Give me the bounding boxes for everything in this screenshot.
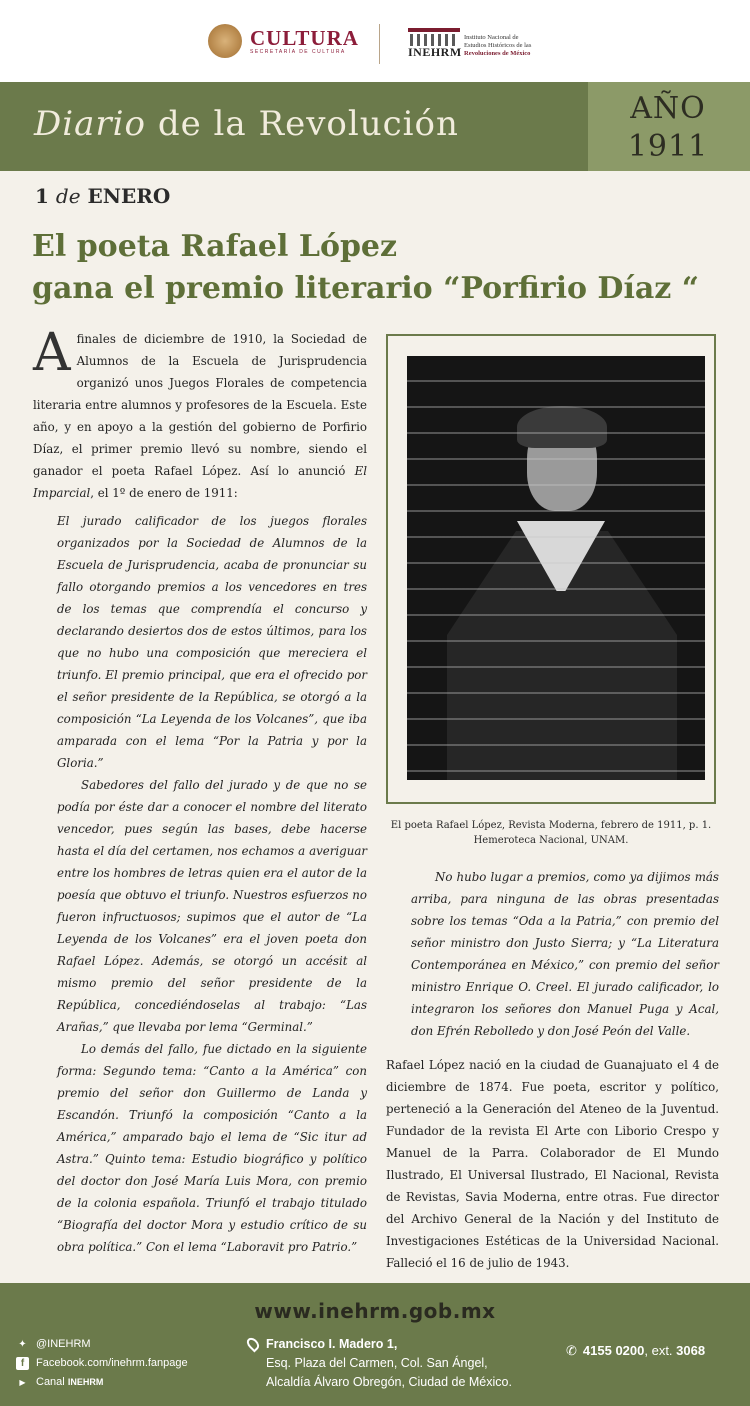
quote-paragraph: Lo demás del fallo, fue dictado en la siguiente forma: Segundo tema: “Canto a la América” con premio del señor don Guillermo de Landa y Escandón. Triunfó la composición “Canto a la América,” amparado bajo el lema de “Sic itur ad Astra.” Quinto tema: Estudio biográfico y político del doctor don José María Luis Mora, con premio de la colonia española. Triunfó el trabajo titulado “Biografía del doctor Mora y estudio crítico de su obra política.” Con el lema “Laboravit pro Patrio.” — [57, 1042, 367, 1254]
facebook-icon: f — [16, 1357, 29, 1370]
intro-paragraph: Afinales de diciembre de 1910, la Sociedad de Alumnos de la Escuela de Jurisprudencia organizó unos Juegos Florales de competencia literaria entre alumnos y profesores de la Escuela. Este año, y en apoyo a la gestión del gobierno de Porfirio Díaz, el primer premio llevó su nombre, siendo el ganador el poeta Rafael López. Así lo anunció El Imparcial, el 1º de enero de 1911: — [33, 323, 367, 500]
cultura-logo[interactable] — [208, 24, 359, 58]
twitter-link[interactable]: ✦ @INEHRM — [16, 1335, 188, 1354]
youtube-link[interactable]: ▶ Canal INEHRM — [16, 1373, 188, 1392]
quote-paragraph: No hubo lugar a premios, como ya dijimos más arriba, para ninguna de las obras presentadas sobre los temas “Oda a la Patria,” con premio del señor ministro don Justo Sierra; y “La Literatura Contemporánea en México,” con premio del señor ministro Enrique O. Creel. El jurado calificador, lo integraron los señores don Manuel Puga y Acal, don Efrén Rebolledo y don José Peón del Valle. — [411, 870, 719, 1038]
quote-paragraph: El jurado calificador de los juegos florales organizados por la Sociedad de Alumnos de la Escuela de Jurisprudencia, acaba de pronunciar su fallo otorgando premios a los vencedores en tres de los temas que comprendía el concurso y declarando desiertos dos de estos últimos, para los que no hubo una composición que mereciera el triunfo. El premio principal, que era el ofrecido por el señor presidente de la República, se otorgó a la composición “La Leyenda de los Volcanes”, que iba amparada con el lema “Por la Patria y por la Gloria.” — [57, 514, 367, 770]
source-name: El Imparcial — [33, 464, 367, 500]
cultura-subtitle: SECRETARÍA DE CULTURA — [250, 49, 346, 55]
logo-divider — [379, 24, 380, 64]
quote-block — [33, 510, 367, 1258]
address: Francisco I. Madero 1, Esq. Plaza del Carmen, Col. San Ángel, Alcaldía Álvaro Obregón, Ciudad de México. — [248, 1335, 512, 1392]
inehrm-wordmark: INEHRM — [408, 45, 462, 59]
year-box — [588, 82, 750, 171]
cultura-wordmark: CULTURA — [250, 26, 359, 50]
portrait-photo — [407, 356, 705, 780]
right-quote — [411, 866, 719, 1042]
photo-caption: El poeta Rafael López, Revista Moderna, febrero de 1911, p. 1. Hemeroteca Nacional, UNAM. — [390, 820, 712, 846]
article-headline: El poeta Rafael López gana el premio literario “Porfirio Díaz “ — [32, 229, 700, 306]
facebook-link[interactable]: f Facebook.com/inehrm.fanpage — [16, 1354, 188, 1373]
bio-paragraph: Rafael López nació en la ciudad de Guanajuato el 4 de diciembre de 1874. Fue poeta, escritor y político, perteneció a la Generación del Ateneo de la Juventud. Fundador de la revista El Arte con Liborio Crespo y Manuel de la Parra. Colaborador de El Mundo Ilustrado, El Universal Ilustrado, El Nacional, Revista de Revistas, Savia Moderna, entre otras. Fue director del Archivo General de la Nación y del Instituto de Investigaciones Estéticas de la Universidad Nacional. Falleció el 16 de julio de 1943. — [386, 1058, 719, 1270]
twitter-icon: ✦ — [18, 1339, 27, 1350]
year-label: AÑO — [630, 91, 706, 126]
social-links — [16, 1335, 188, 1392]
youtube-icon: ▶ — [19, 1378, 26, 1387]
quote-paragraph: Sabedores del fallo del jurado y de que no se podía por éste dar a conocer el nombre del literato vencedor, pues según las bases, debe hacerse hasta el día del certamen, nos echamos a averiguar entre los hombres de letras quien era el autor de la poesía que obtuvo el triunfo. Nuestros esfuerzos no fueron infructuosos; supimos que el autor de “La Leyenda de los Volcanes” era el joven poeta don Rafael López. Además, se otorgó un accésit al mismo premio del señor presidente de la República, concediéndoselas al trabajo: “Las Arañas,” que llevaba por lema “Germinal.” — [57, 778, 367, 1034]
inehrm-institute-name: Instituto Nacional de Estudios Históricos de las Revoluciones de México — [464, 34, 532, 57]
website-link[interactable]: www.inehrm.gob.mx — [254, 1299, 496, 1323]
inehrm-logo[interactable] — [408, 28, 531, 58]
article-date: 1 de ENERO — [35, 184, 171, 208]
header — [0, 0, 750, 82]
left-column — [33, 323, 367, 1258]
building-icon — [408, 28, 464, 58]
publication-title: Diario de la Revolución — [34, 104, 459, 144]
phone-icon: ✆ — [566, 1343, 577, 1358]
footer — [0, 1283, 750, 1406]
biography — [386, 1054, 719, 1274]
drop-cap: A — [33, 323, 71, 383]
year-value: 1911 — [627, 129, 709, 164]
photo-frame — [386, 334, 716, 804]
phone-number[interactable]: ✆ 4155 0200, ext. 3068 — [566, 1343, 706, 1358]
seal-icon — [208, 24, 242, 58]
location-pin-icon — [245, 1336, 262, 1353]
